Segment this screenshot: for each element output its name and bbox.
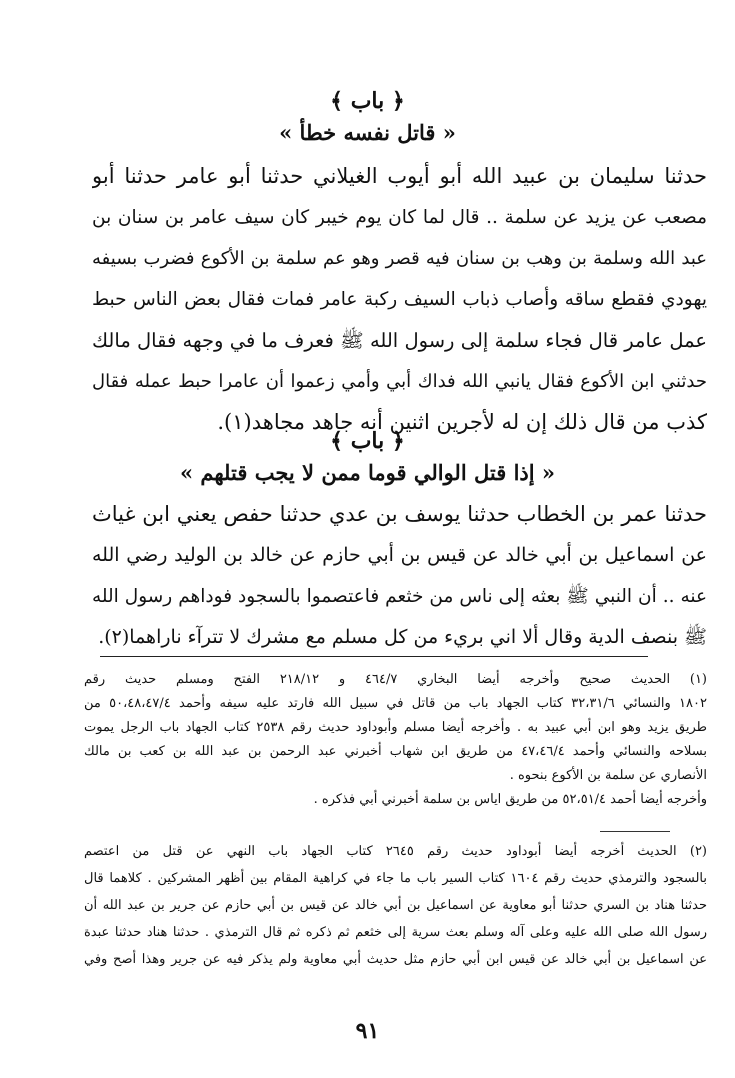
page-number: ٩١	[355, 1018, 380, 1044]
footnote-divider	[600, 831, 670, 832]
chapter-title-2: « إذا قتل الوالي قوما ممن لا يجب قتلهم »	[179, 460, 556, 485]
footnote-1	[84, 668, 707, 812]
footnote-line: عن اسماعيل بن أبي خالد عن قيس ابن أبي حازم مثل حديث أبي معاوية ولم يذكر فيه عن جرير وهذا أصح وفي	[84, 952, 707, 967]
text-line: كذب من قال ذلك إن له لأجرين اثنين أنه جاهد مجاهد(١).	[217, 410, 707, 434]
footnote-2	[84, 838, 707, 973]
footnote-line: (٢) الحديث أخرجه أيضا أبوداود حديث رقم ٢٦٤٥ كتاب الجهاد باب النهي عن قتل من اعتصم	[84, 844, 707, 859]
footnote-line: وأخرجه أيضا أحمد ٥٢،٥١/٤ من طريق اياس بن سلمة أخبرني أبي فذكره .	[313, 792, 707, 807]
footnote-line: حدثنا هناد بن السري حدثنا أبو معاوية عن اسماعيل بن أبي خالد عن قيس بن أبي حازم عن جرير بن عبد الله أن	[84, 898, 707, 913]
text-line: حدثنا سليمان بن عبيد الله أبو أيوب الغيلاني حدثنا أبو عامر حدثنا أبو	[92, 164, 707, 188]
text-line: مصعب عن يزيد عن سلمة .. قال لما كان يوم خيبر كان سيف عامر بن سنان بن	[92, 207, 707, 228]
footnote-separator	[100, 656, 648, 657]
footnote-line: بسلاحه والنسائي وأحمد ٤٧،٤٦/٤ من طريق ابن شهاب أخبرني عبد الرحمن بن عبد الله بن كعب بن مالك	[84, 744, 707, 759]
chapter-heading-bab-2: ﴿ باب ﴾	[330, 428, 405, 454]
hadith-text-1	[92, 156, 707, 443]
footnote-line: ١٨٠٢ والنسائي ٣٢،٣١/٦ كتاب الجهاد باب من قاتل في سبيل الله فارتد عليه سيفه وأحمد ٥٠،٤٨،٤٧/٤ من	[84, 696, 707, 711]
text-line: حدثنا عمر بن الخطاب حدثنا يوسف بن عدي حدثنا حفص يعني ابن غياث	[92, 502, 707, 526]
footnote-line: طريق يزيد وهو ابن أبي عبيد به . وأخرجه أيضا مسلم وأبوداود حديث رقم ٢٥٣٨ كتاب الجهاد باب الرجل يموت	[84, 720, 707, 735]
chapter-title-1: « قاتل نفسه خطأ »	[279, 120, 456, 145]
footnote-line: (١) الحديث صحيح وأخرجه أيضا البخاري ٤٦٤/٧ و ٢١٨/١٢ الفتح ومسلم حديث رقم	[84, 672, 707, 687]
chapter-heading-bab-1: ﴿ باب ﴾	[330, 88, 405, 114]
text-line: عنه .. أن النبي ﷺ بعثه إلى ناس من خثعم فاعتصموا بالسجود فوداهم رسول الله	[92, 586, 707, 607]
text-line: عمل عامر قال فجاء سلمة إلى رسول الله ﷺ فعرف ما في وجهه فقال مالك	[92, 329, 707, 352]
text-line: حدثني ابن الأكوع فقال يانبي الله فداك أبي وأمي زعموا أن عامرا حبط عمله فقال	[92, 371, 707, 392]
text-line: عن اسماعيل بن أبي خالد عن قيس بن أبي حازم عن خالد بن الوليد رضي الله	[92, 544, 707, 566]
hadith-text-2	[92, 494, 707, 658]
text-line: ﷺ بنصف الدية وقال ألا اني بريء من كل مسلم مع مشرك لا تترآء ناراهما(٢).	[98, 626, 707, 648]
text-line: عبد الله وسلمة بن وهب بن سنان فيه قصر وهو عم سلمة بن الأكوع فضرب بسيفه	[92, 248, 707, 269]
text-line: يهودي فقطع ساقه وأصاب ذباب السيف ركبة عامر فمات فقال بعض الناس حبط	[92, 289, 707, 310]
footnote-line: رسول الله صلى الله عليه وعلى آله وسلم بعث سرية إلى خثعم ثم ذكره ثم قال الترمذي . حدثنا هناد حدثنا عبدة	[84, 925, 707, 940]
footnote-line: بالسجود والترمذي حديث رقم ١٦٠٤ كتاب السير باب ما جاء في كراهية المقام بين أظهر المشركين . كلاهما قال	[84, 871, 707, 886]
footnote-line: الأنصاري عن سلمة بن الأكوع بنحوه .	[509, 768, 707, 783]
